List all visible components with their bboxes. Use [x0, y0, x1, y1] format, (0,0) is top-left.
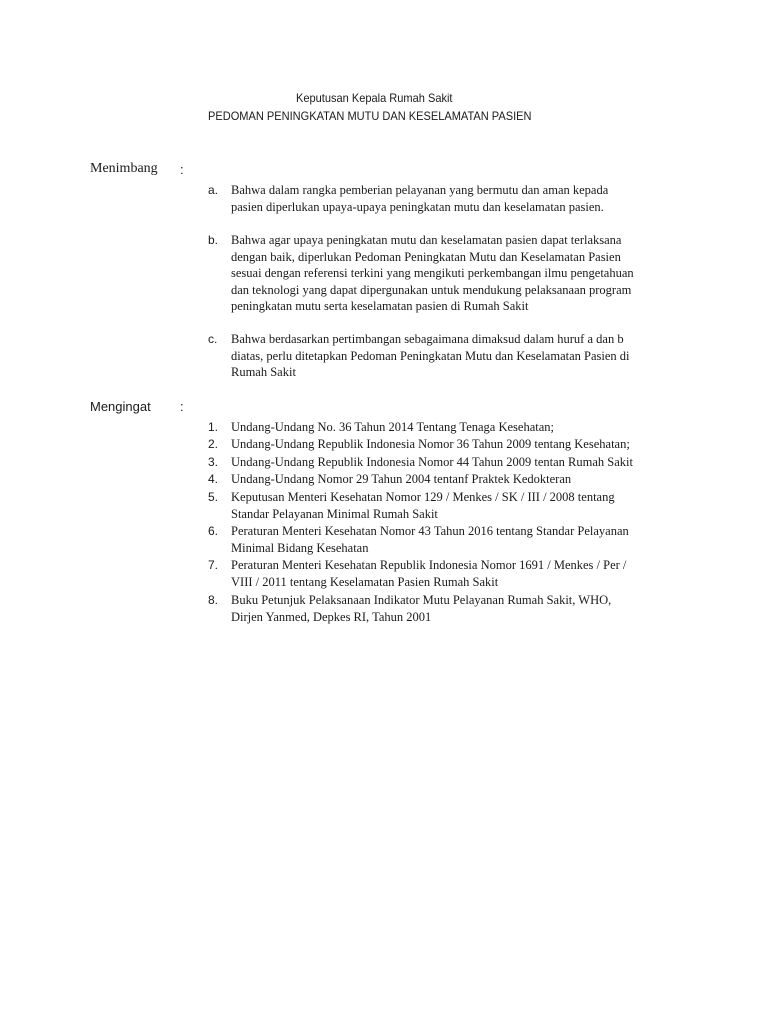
menimbang-item-c-text: Bahwa berdasarkan pertimbangan sebagaimana dimaksud dalam huruf a dan b diatas, perlu ditetapkan Pedoman Peningkatan Mutu dan Keselamatan Pasien di Rumah Sakit — [231, 332, 630, 380]
document-subtitle: PEDOMAN PENINGKATAN MUTU DAN KESELAMATAN PASIEN — [208, 109, 532, 123]
mengingat-item-4-text: Undang-Undang Nomor 29 Tahun 2004 tentanf Praktek Kedokteran — [231, 472, 572, 486]
mengingat-item-7-text: Peraturan Menteri Kesehatan Republik Indonesia Nomor 1691 / Menkes / Per / VIII / 2011 tentang Keselamatan Pasien Rumah Sakit — [231, 558, 627, 589]
menimbang-item-b-marker: b. — [208, 233, 219, 247]
mengingat-item-4-marker: 4. — [208, 472, 219, 486]
menimbang-colon: : — [180, 162, 184, 177]
mengingat-item-2-marker: 2. — [208, 437, 219, 451]
mengingat-item-1-marker: 1. — [208, 420, 219, 434]
menimbang-label: Menimbang — [90, 161, 158, 176]
mengingat-item-8-marker: 8. — [208, 593, 219, 607]
menimbang-item-a-marker: a. — [208, 183, 219, 197]
mengingat-label: Mengingat — [90, 399, 151, 414]
mengingat-item-6-marker: 6. — [208, 524, 219, 538]
mengingat-item-5-text: Keputusan Menteri Kesehatan Nomor 129 / Menkes / SK / III / 2008 tentang Standar Pelayanan Minimal Rumah Sakit — [231, 490, 615, 521]
mengingat-colon: : — [180, 399, 184, 414]
menimbang-item-b-text: Bahwa agar upaya peningkatan mutu dan keselamatan pasien dapat terlaksana dengan baik, diperlukan Pedoman Peningkatan Mutu dan Keselamatan Pasien sesuai dengan referensi terkini yang mengikuti perkembangan ilmu pengetahuan dan teknologi yang dapat dipergunakan untuk mendukung pelaksanaan program peningkatan mutu serta keselamatan pasien di Rumah Sakit — [231, 233, 634, 314]
mengingat-item-1-text: Undang-Undang No. 36 Tahun 2014 Tentang Tenaga Kesehatan; — [231, 420, 554, 434]
mengingat-item-5-marker: 5. — [208, 490, 219, 504]
mengingat-item-2-text: Undang-Undang Republik Indonesia Nomor 36 Tahun 2009 tentang Kesehatan; — [231, 437, 630, 451]
menimbang-item-a-text: Bahwa dalam rangka pemberian pelayanan yang bermutu dan aman kepada pasien diperlukan upaya-upaya peningkatan mutu dan keselamatan pasien. — [231, 183, 609, 214]
mengingat-item-8-text: Buku Petunjuk Pelaksanaan Indikator Mutu Pelayanan Rumah Sakit, WHO, Dirjen Yanmed, Depkes RI, Tahun 2001 — [231, 593, 612, 624]
mengingat-item-3-marker: 3. — [208, 455, 219, 469]
document-title: Keputusan Kepala Rumah Sakit — [296, 91, 453, 105]
menimbang-item-c-marker: c. — [208, 332, 218, 346]
mengingat-item-7-marker: 7. — [208, 558, 219, 572]
mengingat-item-3-text: Undang-Undang Republik Indonesia Nomor 44 Tahun 2009 tentan Rumah Sakit — [231, 455, 633, 469]
mengingat-item-6-text: Peraturan Menteri Kesehatan Nomor 43 Tahun 2016 tentang Standar Pelayanan Minimal Bidang Kesehatan — [231, 524, 629, 555]
